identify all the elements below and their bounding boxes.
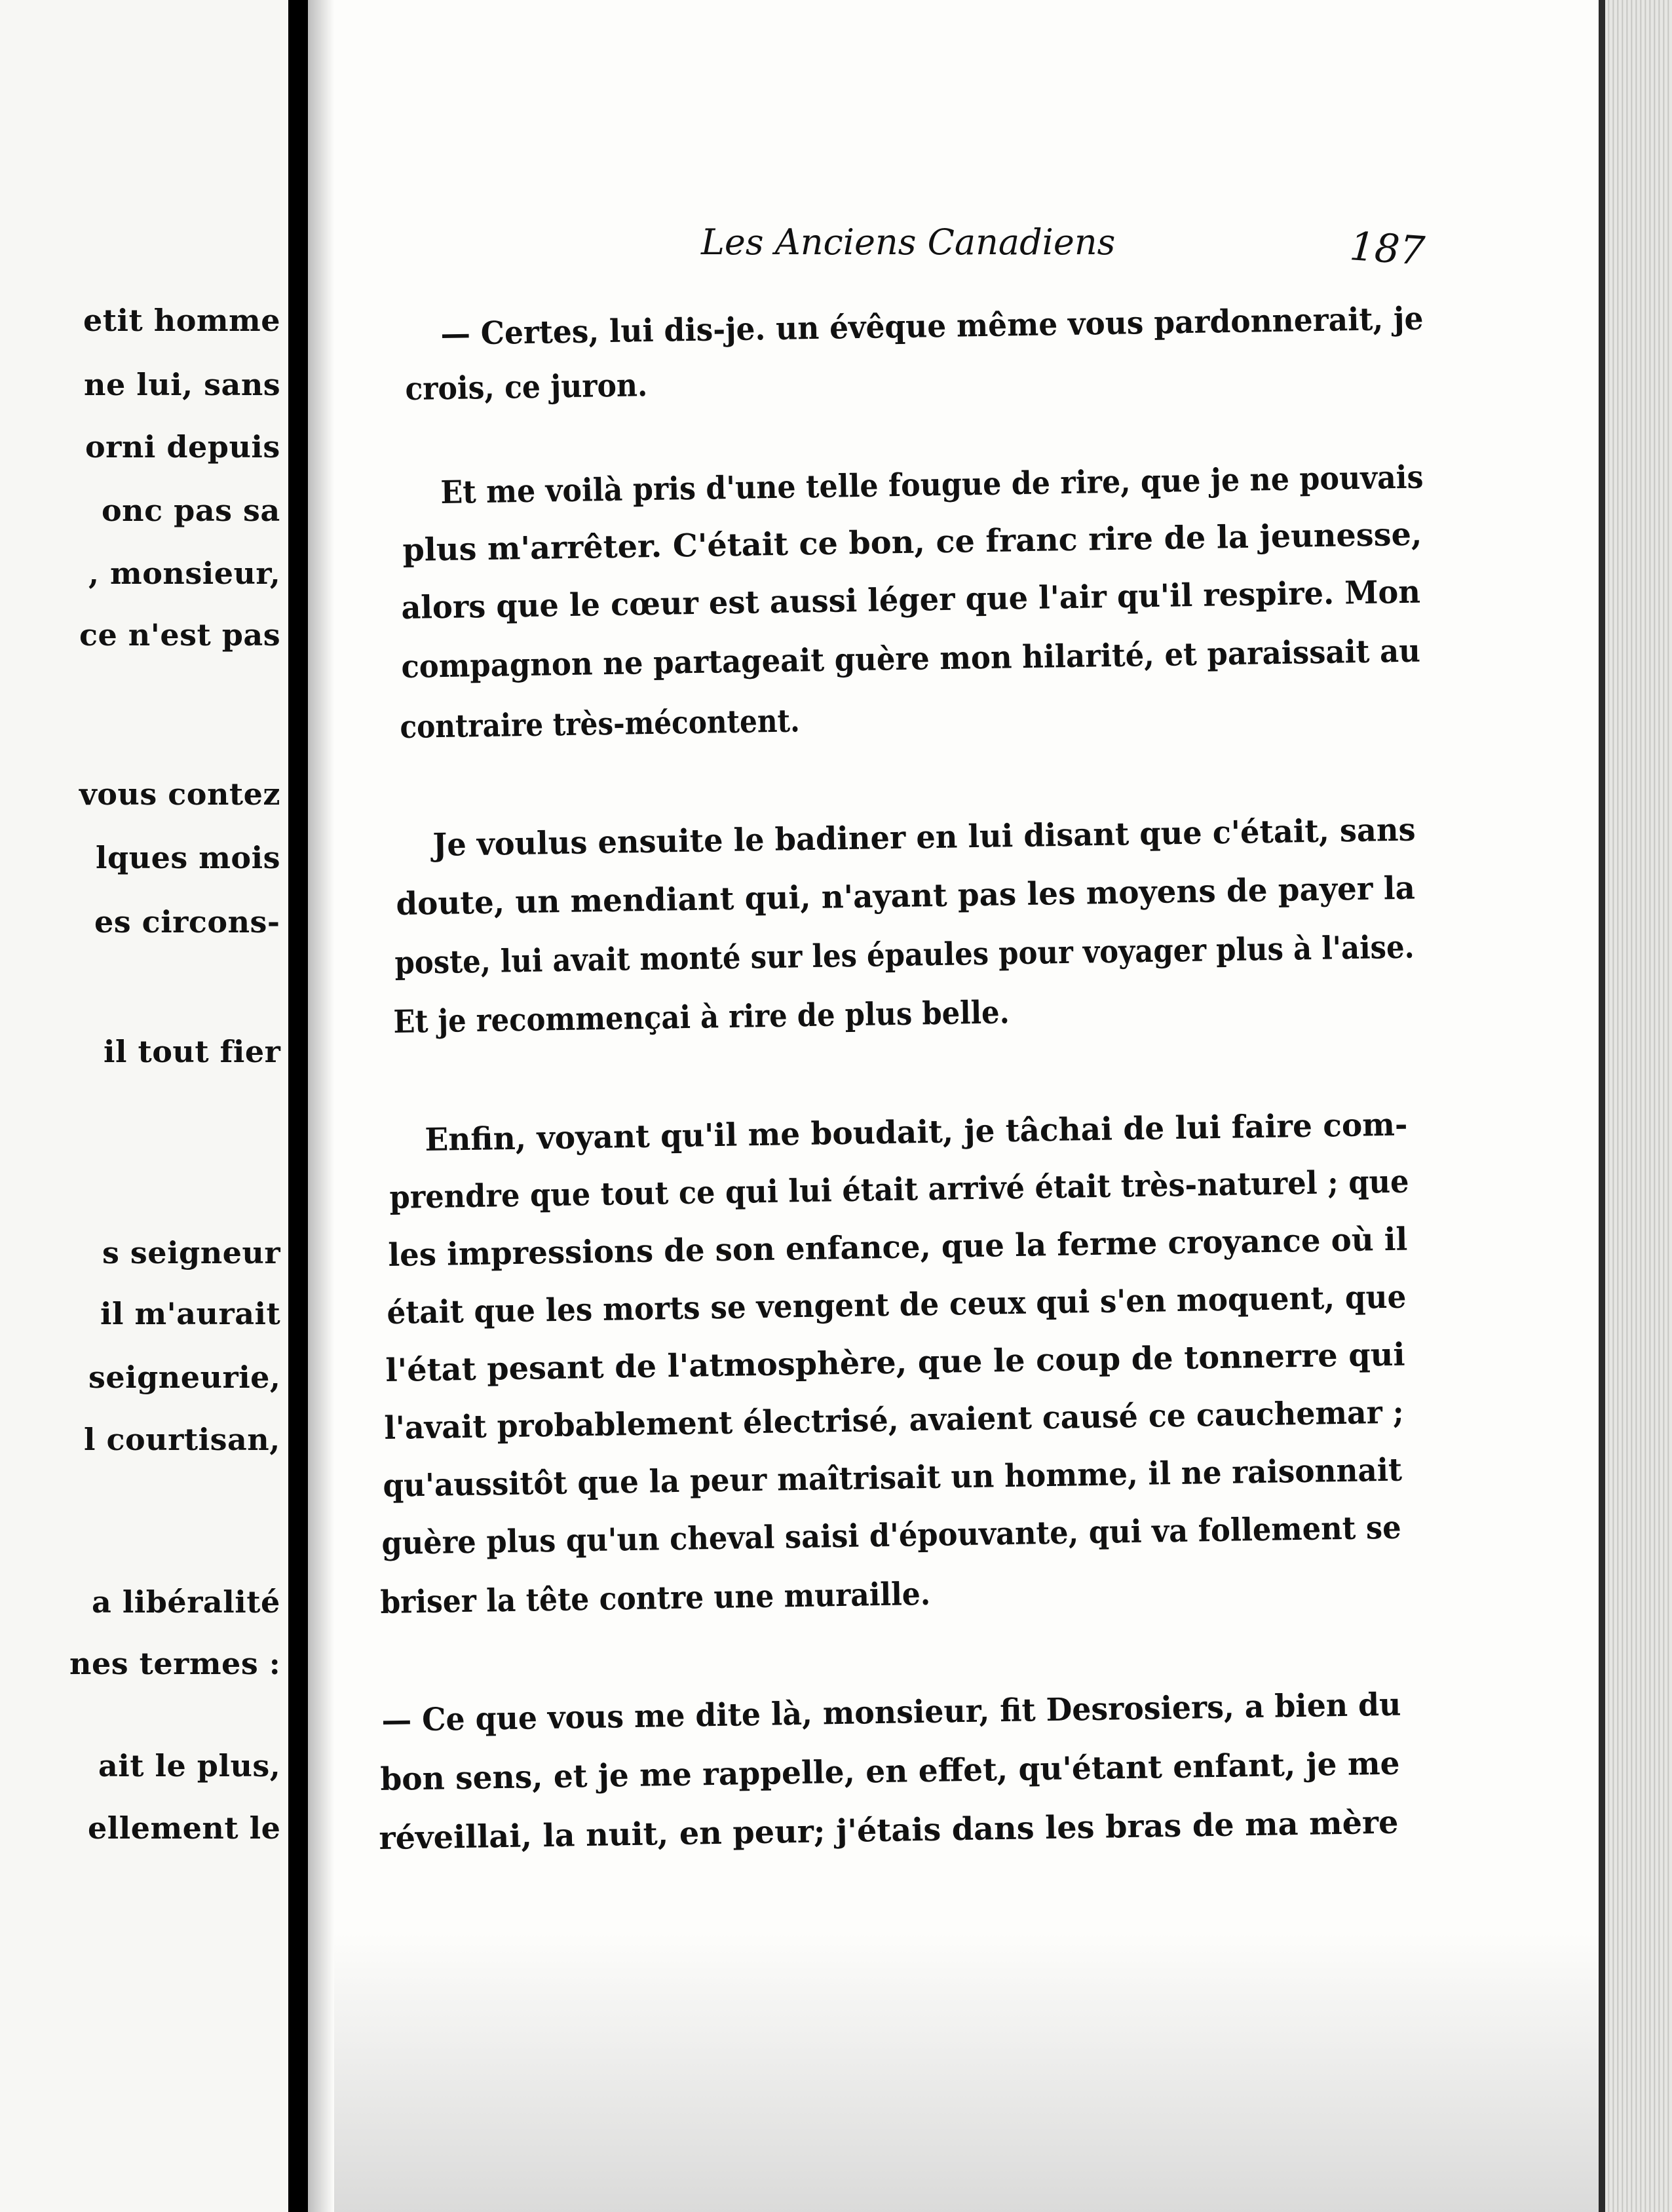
facing-page-line: , monsieur, xyxy=(88,556,281,591)
body-line: Et je recommençai à rire de plus belle. xyxy=(393,994,1010,1040)
body-line: — Certes, lui dis-je. un évêque même vous pardonnerait, je xyxy=(440,300,1424,353)
body-line: briser la tête contre une muraille. xyxy=(380,1575,931,1621)
facing-page-line: onc pas sa xyxy=(102,493,280,528)
facing-page-line: il m'aurait xyxy=(100,1296,281,1331)
body-line: était que les morts se vengent de ceux qui s'en moquent, que xyxy=(387,1278,1407,1331)
body-line: Enfin, voyant qu'il me boudait, je tâchai de lui faire com- xyxy=(425,1106,1408,1158)
facing-page-line: ait le plus, xyxy=(98,1748,281,1783)
facing-page-line: ellement le xyxy=(88,1810,281,1846)
facing-page-line: vous contez xyxy=(79,776,281,812)
body-line: alors que le cœur est aussi léger que l'air qu'il respire. Mon xyxy=(401,573,1421,626)
facing-page-line: a libéralité xyxy=(92,1584,280,1620)
facing-page-line: il tout fier xyxy=(104,1034,281,1069)
facing-page-fragment xyxy=(0,0,288,2212)
body-line: crois, ce juron. xyxy=(405,367,648,408)
facing-page-line: ce n'est pas xyxy=(79,617,281,653)
page-number: 187 xyxy=(1348,223,1426,275)
body-line: bon sens, et je me rappelle, en effet, qu'étant enfant, je me xyxy=(380,1745,1400,1798)
page-stack-edge xyxy=(1605,0,1672,2212)
body-line: contraire très-mécontent. xyxy=(400,702,801,746)
body-line: guère plus qu'un cheval saisi d'épouvante, qui va follement se xyxy=(381,1509,1401,1562)
facing-page-line: lques mois xyxy=(96,840,280,875)
body-line: doute, un mendiant qui, n'ayant pas les moyens de payer la xyxy=(396,869,1416,923)
facing-page-line: l courtisan, xyxy=(84,1422,280,1457)
body-line: plus m'arrêter. C'était ce bon, ce franc rire de la jeunesse, xyxy=(402,516,1422,569)
facing-page-line: ne lui, sans xyxy=(84,367,281,402)
body-line: l'avait probablement électrisé, avaient causé ce cauchemar ; xyxy=(384,1394,1405,1447)
body-line: — Ce que vous me dite là, monsieur, fit Desrosiers, a bien du xyxy=(381,1686,1401,1739)
facing-page-line: s seigneur xyxy=(102,1235,281,1270)
running-head: Les Anciens Canadiens xyxy=(701,221,1116,263)
body-line: réveillai, la nuit, en peur; j'étais dans les bras de ma mère xyxy=(379,1804,1399,1857)
body-line: compagnon ne partageait guère mon hilarité, et paraissait au xyxy=(401,632,1421,685)
body-line: l'état pesant de l'atmosphère, que le coup de tonnerre qui xyxy=(385,1336,1405,1389)
facing-page-line: etit homme xyxy=(83,303,280,338)
facing-page-line: es circons- xyxy=(94,904,280,940)
body-line: Et me voilà pris d'une telle fougue de rire, que je ne pouvais xyxy=(440,459,1424,511)
book-gutter xyxy=(288,0,308,2212)
facing-page-line: nes termes : xyxy=(69,1646,281,1681)
body-line: Je voulus ensuite le badiner en lui disant que c'était, sans xyxy=(432,811,1416,864)
facing-page-line: orni depuis xyxy=(85,429,280,465)
body-line: qu'aussitôt que la peur maîtrisait un homme, il ne raisonnait xyxy=(383,1451,1403,1504)
gutter-shadow xyxy=(308,0,334,2212)
facing-page-line: seigneurie, xyxy=(88,1360,281,1395)
body-line: prendre que tout ce qui lui était arrivé était très-naturel ; que xyxy=(389,1163,1409,1216)
page-shading xyxy=(334,1933,1605,2212)
body-line: poste, lui avait monté sur les épaules pour voyager plus à l'aise. xyxy=(394,928,1415,982)
body-line: les impressions de son enfance, que la ferme croyance où il xyxy=(388,1221,1408,1274)
